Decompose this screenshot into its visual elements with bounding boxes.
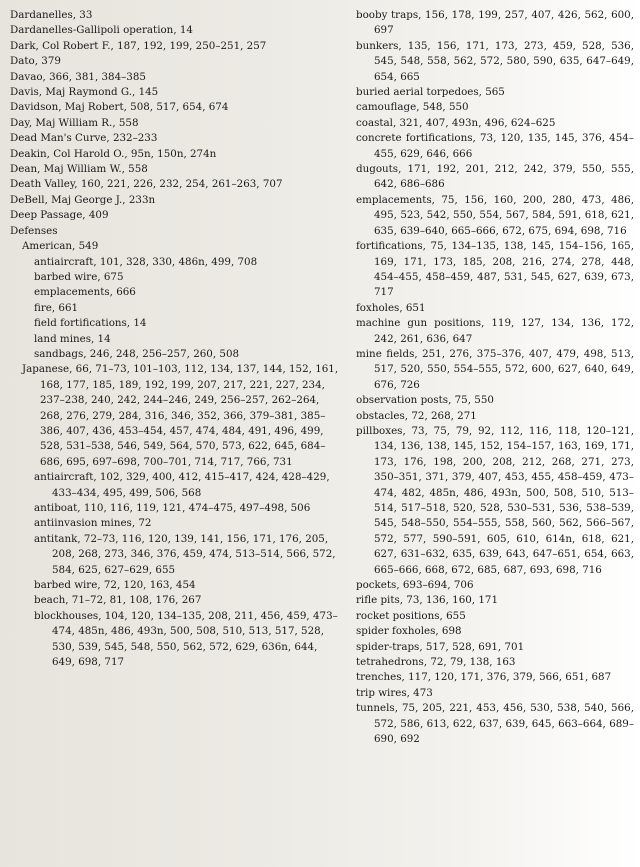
index-subentry: buried aerial torpedoes, 565 [356, 86, 505, 99]
index-subentry: pillboxes, 73, 75, 79, 92, 112, 116, 118, 120–121, 134, 136, 138, 145, 152, 154–157, 163, 169, 171, 173, 176, 198, 200, 208, 212, 268, 271, 273, 350–351, 371, 379, 407, 453, 455, 458–459, 473–474, 482, 485n, 486, 493n, 500, 508, 510, 513–514, 517–518, 520, 528, 530–531, 536, 538–539, 545, 548–550, 554–555, 558, 560, 562, 566–567, 572, 577, 590–591, 605, 610, 614n, 618, 621, 627, 631–632, 635, 639, 643, 647–651, 654, 663, 665–666, 668, 672, 685, 687, 693, 698, 716 [356, 424, 634, 576]
index-subentry: rocket positions, 655 [356, 609, 466, 622]
index-heading: Defenses [10, 224, 58, 237]
index-entry: Day, Maj William R., 558 [10, 116, 139, 129]
index-subentry: trip wires, 473 [356, 686, 433, 699]
index-subheading: Japanese, 66, 71–73, 101–103, 112, 134, 137, 144, 152, 161, 168, 177, 185, 189, 192, 199, 207, 217, 221, 227, 234, 237–238, 240, 242, 244–246, 249, 256–257, 262–264, 268, 276, 279, 284, 316, 346, 352, 366, 379–381, 385–386, 407, 436, 453–454, 457, 474, 484, 491, 496, 499, 528, 531–538, 546, 549, 564, 570, 573, 622, 645, 684–686, 695, 697–698, 700–701, 714, 717, 766, 731 [22, 363, 339, 468]
index-subheading: American, 549 [22, 240, 99, 253]
index-subentry: camouflage, 548, 550 [356, 101, 469, 114]
index-subentry: tunnels, 75, 205, 221, 453, 456, 530, 538, 540, 566, 572, 586, 613, 622, 637, 639, 645, 663–664, 689–690, 692 [356, 702, 634, 746]
index-subentry: blockhouses, 104, 120, 134–135, 208, 211, 456, 459, 473–474, 485n, 486, 493n, 500, 508, 510, 513, 517, 528, 530, 539, 545, 548, 550, 562, 572, 629, 636n, 644, 649, 698, 717 [34, 609, 338, 669]
index-left-column [10, 8, 340, 670]
index-subentry: fortifications, 75, 134–135, 138, 145, 154–156, 165, 169, 171, 173, 185, 208, 216, 274, 278, 448, 454–455, 458–459, 487, 531, 545, 627, 639, 673, 717 [356, 240, 634, 299]
index-subentry: sandbags, 246, 248, 256–257, 260, 508 [34, 347, 240, 360]
index-subentry: emplacements, 75, 156, 160, 200, 280, 473, 486, 495, 523, 542, 550, 554, 567, 584, 591, 618, 621, 635, 639–640, 665–666, 672, 675, 694, 698, 716 [356, 193, 634, 237]
index-subentry: trenches, 117, 120, 171, 376, 379, 566, 651, 687 [356, 671, 612, 684]
index-entry: Dardanelles-Gallipoli operation, 14 [10, 24, 193, 37]
index-entry: Dean, Maj William W., 558 [10, 163, 148, 176]
index-subentry: mine fields, 251, 276, 375–376, 407, 479, 498, 513, 517, 520, 550, 554–555, 572, 600, 627, 640, 649, 676, 726 [356, 347, 634, 391]
index-entry: Death Valley, 160, 221, 226, 232, 254, 261–263, 707 [10, 178, 283, 191]
index-entry: Dardanelles, 33 [10, 9, 93, 21]
index-subentry: spider foxholes, 698 [356, 625, 462, 638]
index-subentry: coastal, 321, 407, 493n, 496, 624–625 [356, 116, 556, 129]
index-subentry: obstacles, 72, 268, 271 [356, 409, 477, 422]
index-subentry: emplacements, 666 [34, 286, 136, 299]
index-subentry: antiinvasion mines, 72 [34, 517, 152, 530]
index-subentry: rifle pits, 73, 136, 160, 171 [356, 594, 499, 607]
index-subentry: foxholes, 651 [356, 301, 426, 314]
index-subentry: barbed wire, 72, 120, 163, 454 [34, 579, 196, 592]
index-subentry: machine gun positions, 119, 127, 134, 136, 172, 242, 261, 636, 647 [356, 317, 634, 345]
index-entry: DeBell, Maj George J., 233n [10, 193, 156, 206]
index-entry: Dato, 379 [10, 55, 61, 68]
index-entry: Davis, Maj Raymond G., 145 [10, 86, 159, 99]
index-subentry: concrete fortifications, 73, 120, 135, 145, 376, 454–455, 629, 646, 666 [356, 132, 634, 160]
index-subentry: tetrahedrons, 72, 79, 138, 163 [356, 656, 516, 669]
index-entry: Davao, 366, 381, 384–385 [10, 70, 146, 83]
index-entry: Davidson, Maj Robert, 508, 517, 654, 674 [10, 101, 229, 114]
index-entry: Deep Passage, 409 [10, 209, 109, 222]
index-subentry: pockets, 693–694, 706 [356, 579, 474, 592]
index-entry: Dark, Col Robert F., 187, 192, 199, 250–251, 257 [10, 39, 267, 52]
index-subentry: observation posts, 75, 550 [356, 394, 494, 407]
index-subentry: antitank, 72–73, 116, 120, 139, 141, 156, 171, 176, 205, 208, 268, 273, 346, 376, 459, 474, 513–514, 566, 572, 584, 625, 627–629, 655 [34, 532, 336, 576]
index-entry: Deakin, Col Harold O., 95n, 150n, 274n [10, 147, 217, 160]
index-subentry: fire, 661 [34, 301, 79, 314]
index-subentry: bunkers, 135, 156, 171, 173, 273, 459, 528, 536, 545, 548, 558, 562, 572, 580, 590, 635, 647–649, 654, 665 [356, 39, 634, 83]
index-subentry: beach, 71–72, 81, 108, 176, 267 [34, 594, 202, 607]
index-subentry: spider-traps, 517, 528, 691, 701 [356, 640, 525, 653]
index-subentry: antiaircraft, 101, 328, 330, 486n, 499, 708 [34, 255, 258, 268]
index-right-column [356, 8, 634, 748]
index-subentry: dugouts, 171, 192, 201, 212, 242, 379, 550, 555, 642, 686–686 [356, 163, 634, 191]
index-subentry: land mines, 14 [34, 332, 111, 345]
index-subentry: field fortifications, 14 [34, 317, 147, 330]
index-subentry: barbed wire, 675 [34, 270, 124, 283]
index-subentry: antiboat, 110, 116, 119, 121, 474–475, 497–498, 506 [34, 502, 311, 514]
index-subentry: booby traps, 156, 178, 199, 257, 407, 426, 562, 600, 697 [356, 9, 634, 37]
index-entry: Dead Man's Curve, 232–233 [10, 132, 158, 145]
index-subentry: antiaircraft, 102, 329, 400, 412, 415–417, 424, 428–429, 433–434, 495, 499, 506, 568 [34, 471, 330, 499]
